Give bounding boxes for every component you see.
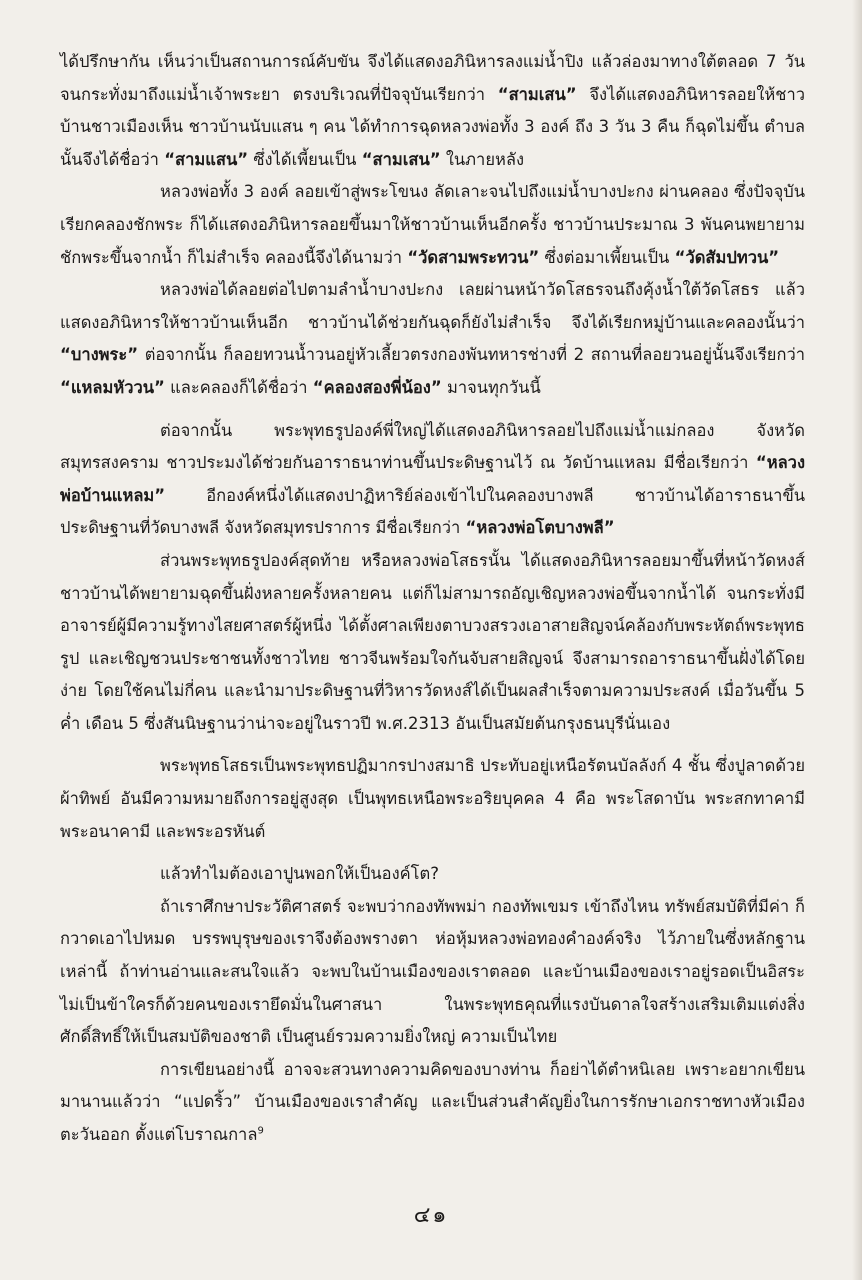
document-body	[60, 46, 805, 1152]
paragraph-text: และคลองก็ได้ชื่อว่า	[164, 377, 313, 397]
paragraph	[60, 1054, 805, 1152]
paragraph	[60, 415, 805, 545]
paragraph	[60, 274, 805, 404]
paragraph-text: ในภายหลัง	[440, 149, 525, 169]
footnote-marker: 9	[257, 1125, 264, 1137]
paragraph-text: หลวงพ่อทั้ง 3 องค์ ลอยเข้าสู่พระโขนง ลัดเลาะจนไปถึงแม่น้ำบางปะกง ผ่านคลอง ซึ่งปัจจุบันเรียกคลองชักพระ ก็ได้แสดงอภินิหารลอยขึ้นมาให้ชาวบ้านเห็นอีกครั้ง ชาวบ้านประมาณ 3 พันคนพยายามชักพระขึ้นจากน้ำ ก็ไม่สำเร็จ คลองนี้จึงได้นามว่า	[60, 182, 805, 267]
emphasized-term: “คลองสองพี่น้อง”	[312, 377, 442, 397]
page-number: ๔๑	[413, 1203, 449, 1228]
paragraph-text: ได้ปรึกษากัน เห็นว่าเป็นสถานการณ์คับขัน จึงได้แสดงอภินิหารลงแม่น้ำปิง แล้วล่องมาทางใต้ตลอด 7 วัน จนกระทั่งมาถึงแม่น้ำเจ้าพระยา ตรงบริเวณที่ปัจจุบันเรียกว่า	[60, 52, 805, 104]
paragraph-text: แล้วทำไมต้องเอาปูนพอกให้เป็นองค์โต?	[160, 864, 440, 884]
paragraph-text: อีกองค์หนึ่งได้แสดงปาฏิหาริย์ล่องเข้าไปในคลองบางพลี ชาวบ้านได้อาราธนาขึ้นประดิษฐานที่วัดบางพลี จังหวัดสมุทรปราการ มีชื่อเรียกว่า	[60, 485, 805, 538]
emphasized-term: “หลวงพ่อโตบางพลี”	[465, 518, 615, 538]
paragraph-text: ส่วนพระพุทธรูปองค์สุดท้าย หรือหลวงพ่อโสธรนั้น ได้แสดงอภินิหารลอยมาขึ้นที่หน้าวัดหงส์ ชาวบ้านได้พยายามฉุดขึ้นฝั่งหลายครั้งหลายคน แต่ก็ไม่สามารถอัญเชิญหลวงพ่อขึ้นจากน้ำได้ จนกระทั่งมีอาจารย์ผู้มีความรู้ทางไสยศาสตร์ผู้หนึ่ง ได้ตั้งศาลเพียงตาบวงสรวงเอาสายสิญจน์คล้องกับพระหัตถ์พระพุทธรูป และเชิญชวนประชาชนทั้งชาวไทย ชาวจีนพร้อมใจกันจับสายสิญจน์ จึงสามารถอาราธนาขึ้นฝั่งได้โดยง่าย โดยใช้คนไม่กี่คน และนำมาประดิษฐานที่วิหารวัดหงส์ได้เป็นผลสำเร็จตามความประสงค์ เมื่อวันขึ้น 5 ค่ำ เดือน 5 ซึ่งสันนิษฐานว่าน่าจะอยู่ในราวปี พ.ศ.2313 อันเป็นสมัยต้นกรุงธนบุรีนั่นเอง	[60, 550, 805, 733]
emphasized-term: “สามแสน”	[164, 149, 249, 169]
paragraph-text: จึงได้แสดงอภินิหารลอยให้ชาวบ้านชาวเมืองเห็น ชาวบ้านนับแสน ๆ คน ได้ทำการฉุดหลวงพ่อทั้ง 3 องค์ ถึง 3 วัน 3 คืน ก็ฉุดไม่ขึ้น ตำบลนั้นจึงได้ชื่อว่า	[60, 84, 805, 169]
paragraph-text: ต่อจากนั้น พระพุทธรูปองค์พี่ใหญ่ได้แสดงอภินิหารลอยไปถึงแม่น้ำแม่กลอง จังหวัดสมุทรสงคราม ชาวประมงได้ช่วยกันอาราธนาท่านขึ้นประดิษฐานไว้ ณ วัดบ้านแหลม มีชื่อเรียกว่า	[60, 420, 805, 473]
emphasized-term: “หลวงพ่อบ้านแหลม”	[60, 453, 805, 505]
paragraph-text: ซึ่งได้เพี้ยนเป็น	[248, 149, 362, 169]
emphasized-term: “สามเสน”	[497, 84, 577, 104]
page-edge-shadow	[852, 0, 862, 1280]
paragraph-text: มาจนทุกวันนี้	[441, 377, 541, 397]
paragraph-text: พระพุทธโสธรเป็นพระพุทธปฏิมากรปางสมาธิ ประทับอยู่เหนือรัตนบัลลังก์ 4 ชั้น ซึ่งปูลาดด้วยผ้าทิพย์ อันมีความหมายถึงการอยู่สูงสุด เป็นพุทธเหนือพระอริยบุคคล 4 คือ พระโสดาบัน พระสกทาคามี พระอนาคามี และพระอรหันต์	[60, 756, 805, 841]
paragraph-text: หลวงพ่อได้ลอยต่อไปตามลำน้ำบางปะกง เลยผ่านหน้าวัดโสธรจนถึงคุ้งน้ำใต้วัดโสธร แล้วแสดงอภินิหารให้ชาวบ้านเห็นอีก ชาวบ้านได้ช่วยกันฉุดก็ยังไม่สำเร็จ จึงได้เรียกหมู่บ้านและคลองนั้นว่า	[60, 280, 805, 332]
paragraph-text: การเขียนอย่างนี้ อาจจะสวนทางความคิดของบางท่าน ก็อย่าได้ตำหนิเลย เพราะอยากเขียนมานานแล้วว่า “แปดริ้ว” บ้านเมืองของเราสำคัญ และเป็นส่วนสำคัญยิ่งในการรักษาเอกราชทางหัวเมืองตะวันออก ตั้งแต่โบราณกาล	[60, 1059, 805, 1144]
paragraph-text: ซึ่งต่อมาเพี้ยนเป็น	[539, 247, 675, 267]
paragraph	[60, 176, 805, 274]
paragraph	[60, 858, 805, 891]
emphasized-term: “แหลมหัววน”	[60, 377, 165, 397]
paragraph	[60, 750, 805, 848]
paragraph	[60, 545, 805, 741]
emphasized-term: “สามเสน”	[361, 149, 441, 169]
paragraph	[60, 46, 805, 176]
emphasized-term: “บางพระ”	[60, 345, 139, 365]
paragraph-text: ถ้าเราศึกษาประวัติศาสตร์ จะพบว่ากองทัพพม่า กองทัพเขมร เข้าถึงไหน ทรัพย์สมบัติที่มีค่า ก็กวาดเอาไปหมด บรรพบุรุษของเราจึงต้องพรางตา ห่อหุ้มหลวงพ่อทองคำองค์จริง ไว้ภายในซึ่งหลักฐานเหล่านี้ ถ้าท่านอ่านและสนใจแล้ว จะพบในบ้านเมืองของเราตลอด และบ้านเมืองของเราอยู่รอดเป็นอิสระ ไม่เป็นข้าใครก็ด้วยคนของเรายึดมั่นในศาสนา ในพระพุทธคุณที่แรงบันดาลใจสร้างเสริมเติมแต่งสิ่งศักดิ์สิทธิ์ให้เป็นสมบัติของชาติ เป็นศูนย์รวมความยิ่งใหญ่ ความเป็นไทย	[60, 896, 805, 1047]
paragraph-text: ต่อจากนั้น ก็ลอยทวนน้ำวนอยู่หัวเลี้ยวตรงกองพันทหารช่างที่ 2 สถานที่ลอยวนอยู่นั้นจึงเรียกว่า	[138, 345, 805, 365]
paragraph	[60, 891, 805, 1054]
emphasized-term: “วัดสัมปทวน”	[674, 247, 780, 267]
emphasized-term: “วัดสามพระทวน”	[407, 247, 540, 267]
